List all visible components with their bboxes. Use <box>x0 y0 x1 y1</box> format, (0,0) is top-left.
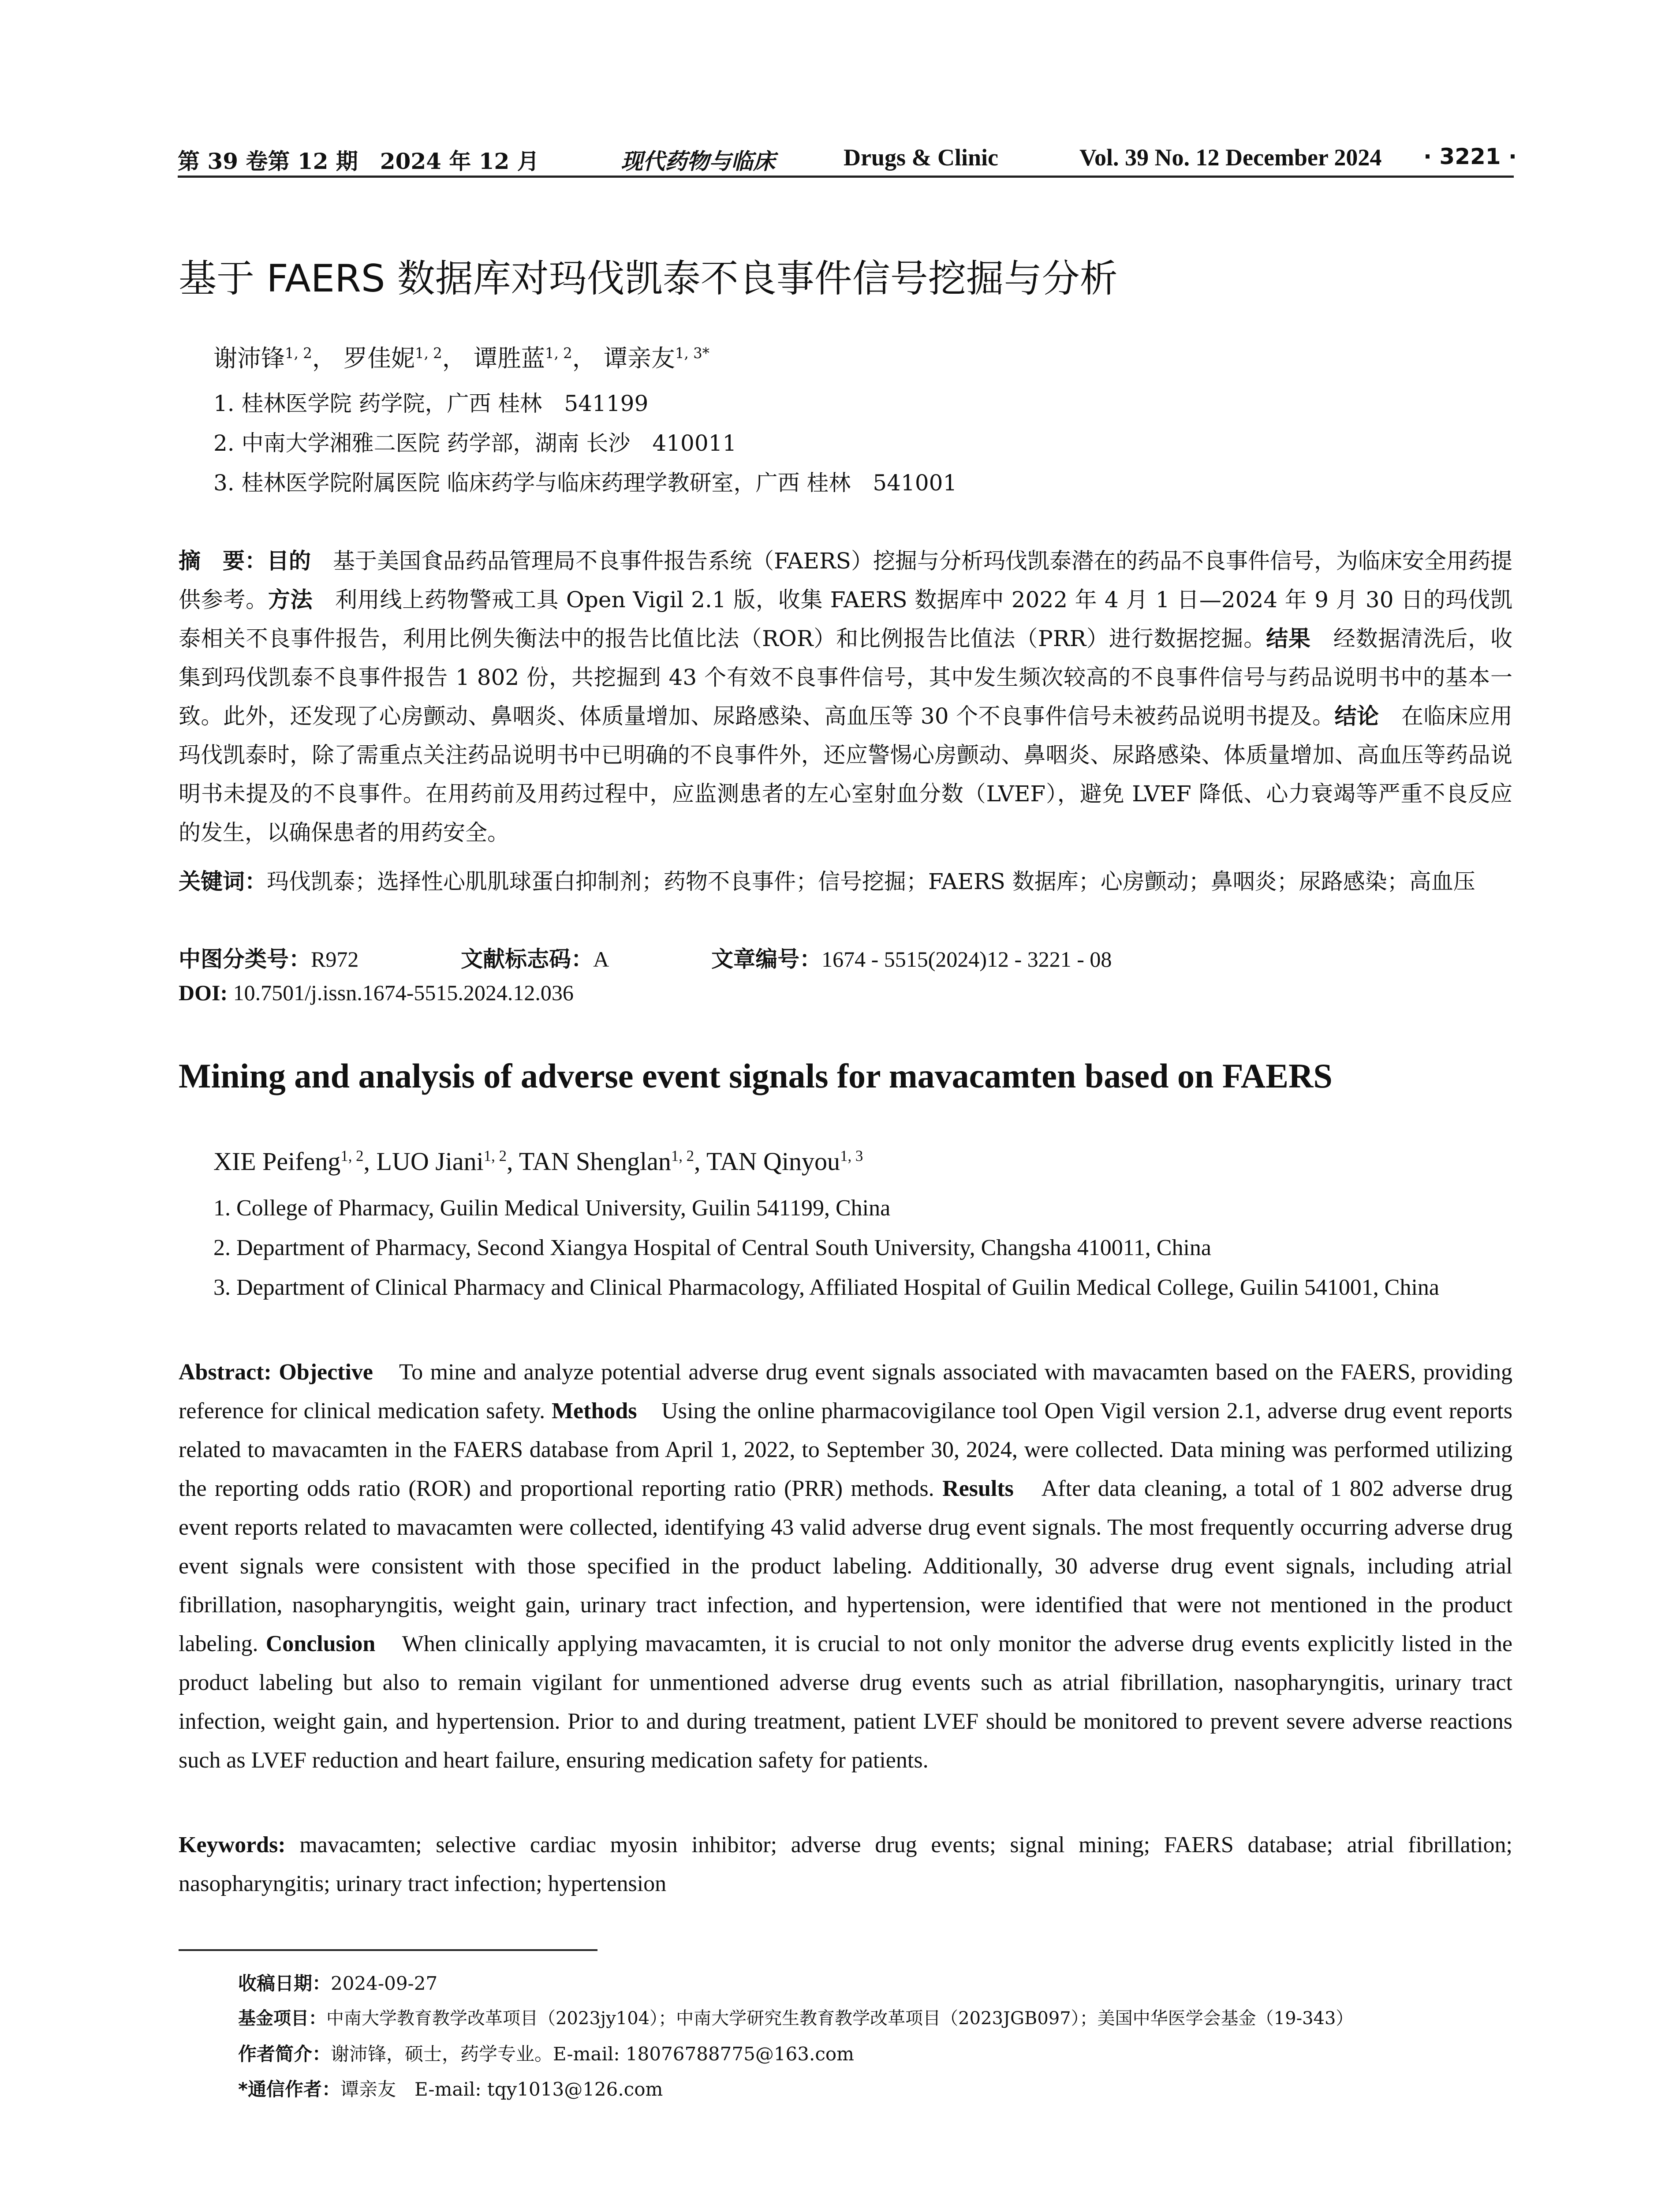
received-label: 收稿日期： <box>238 1973 331 1994</box>
affiliation-cn: 2. 中南大学湘雅二医院 药学部，湖南 长沙 410011 <box>213 430 737 456</box>
author-name: LUO Jiani <box>376 1147 484 1176</box>
author-info-label: 作者简介： <box>238 2043 331 2065</box>
author-info-value: 谢沛锋，硕士，药学专业。E-mail: 18076788775@163.com <box>331 2043 854 2065</box>
abstract-cn <box>179 542 1512 852</box>
doi-line <box>179 980 574 1005</box>
author-affiliation-mark: 1, 2 <box>414 345 442 362</box>
affiliation-en: 2. Department of Pharmacy, Second Xiangya Hospital of Central South University, Changsha 410011, China <box>213 1235 1212 1260</box>
authors-en: XIE Peifeng$^{1, 2}$, LUO Jiani$^{1, 2}$, TAN Shenglan$^{1, 2}$, TAN Qinyou$^{1, 3}$ <box>213 1147 863 1176</box>
title-en: Mining and analysis of adverse event signals for mavacamten based on FAERS <box>179 1057 1333 1095</box>
methods-label: 方法 <box>268 587 313 613</box>
author-name: 谭胜蓝 <box>473 344 545 372</box>
objective-text: 基于美国食品药品管理局不良事件报告系统（FAERS）挖掘与分析玛伐凯泰潜在的药品不良事件信号，为临床安全用药提供参考。 <box>179 548 1513 613</box>
abstract-en <box>179 1353 1512 1780</box>
keywords-text: 玛伐凯泰；选择性心肌肌球蛋白抑制剂；药物不良事件；信号挖掘；FAERS 数据库；心房颤动；鼻咽炎；尿路感染；高血压 <box>267 869 1475 894</box>
doi-label: DOI: <box>179 980 228 1005</box>
objective-text: To mine and analyze potential adverse drug event signals associated with mavacamten based on the FAERS, providing reference for clinical medication safety. <box>179 1360 1513 1424</box>
author-name: XIE Peifeng <box>213 1147 341 1176</box>
author-affiliation-mark: 1, 3 <box>840 1147 863 1165</box>
fund-label: 基金项目： <box>238 2008 326 2029</box>
journal-name-en: Drugs & Clinic <box>844 144 998 171</box>
article-no-label: 文章编号： <box>711 946 822 972</box>
keywords-en <box>179 1826 1512 1903</box>
doc-code-label: 文献标志码： <box>461 946 594 972</box>
footnote-received <box>238 1969 437 1996</box>
fund-value: 中南大学教育教学改革项目（2023jy104）；中南大学研究生教育教学改革项目（2023JGB097）；美国中华医学会基金（19-343） <box>326 2008 1354 2029</box>
doi-value[interactable]: 10.7501/j.issn.1674-5515.2024.12.036 <box>233 980 574 1005</box>
footnote-fund <box>238 2004 1353 2029</box>
page-number: · 3221 · <box>1423 144 1517 169</box>
affiliation-cn: 3. 桂林医学院附属医院 临床药学与临床药理学教研室，广西 桂林 541001 <box>213 470 957 496</box>
classification-line <box>179 942 1112 973</box>
title-cn: 基于 FAERS 数据库对玛伐凯泰不良事件信号挖掘与分析 <box>179 257 1118 301</box>
keywords-cn <box>179 862 1512 901</box>
running-header <box>178 140 1517 178</box>
issue-en: Vol. 39 No. 12 December 2024 <box>1079 144 1382 171</box>
issue-cn: 第 39 卷第 12 期 2024 年 12 月 <box>178 148 539 174</box>
objective-label: 目的 <box>267 548 311 574</box>
footnote-author <box>238 2040 854 2066</box>
affiliation-en: 3. Department of Clinical Pharmacy and Clinical Pharmacology, Affiliated Hospital of Guilin Medical College, Guilin 541001, China <box>213 1275 1439 1300</box>
author-affiliation-mark: 1, 2 <box>483 1147 507 1165</box>
conclusion-text: 在临床应用玛伐凯泰时，除了需重点关注药品说明书中已明确的不良事件外，还应警惕心房颤动、鼻咽炎、尿路感染、体质量增加、高血压等药品说明书未提及的不良事件。在用药前及用药过程中，应监测患者的左心室射血分数（LVEF），避免 LVEF 降低、心力衰竭等严重不良反应的发生，以确保患者的用药安全。 <box>179 703 1513 845</box>
clc-value: R972 <box>311 947 359 972</box>
methods-text: 利用线上药物警戒工具 Open Vigil 2.1 版，收集 FAERS 数据库中 2022 年 4 月 1 日—2024 年 9 月 30 日的玛伐凯泰相关不良事件报告，利用比例失衡法中的报告比值比法（ROR）和比例报告比值法（PRR）进行数据挖掘。 <box>179 587 1513 651</box>
clc-label: 中图分类号： <box>179 946 311 972</box>
keywords-label: 关键词： <box>179 869 267 894</box>
methods-text: Using the online pharmacovigilance tool Open Vigil version 2.1, adverse drug event reports related to mavacamten in the FAERS database from April 1, 2022, to September 30, 2024, were collected. Data mining was performed utilizing the reporting odds ratio (ROR) and proportional reporting ratio (PRR) methods. <box>179 1398 1512 1501</box>
keywords-label: Keywords: <box>179 1832 300 1857</box>
results-label: Results <box>942 1476 1014 1501</box>
author-name: TAN Shenglan <box>519 1147 671 1176</box>
results-text: 经数据清洗后，收集到玛伐凯泰不良事件报告 1 802 份，共挖掘到 43 个有效不良事件信号，其中发生频次较高的不良事件信号与药品说明书中的基本一致。此外，还发现了心房颤动、鼻咽炎、体质量增加、尿路感染、高血压等 30 个不良事件信号未被药品说明书提及。 <box>179 626 1513 729</box>
author-affiliation-mark: 1, 2 <box>285 345 312 362</box>
author-name: 谭亲友 <box>603 344 675 372</box>
author-name: 罗佳妮 <box>343 344 415 372</box>
author-affiliation-mark: 1, 2 <box>340 1147 364 1165</box>
author-name: TAN Qinyou <box>706 1147 840 1176</box>
methods-label: Methods <box>551 1398 637 1424</box>
abstract-label: Abstract: <box>179 1360 279 1385</box>
conclusion-label: Conclusion <box>265 1631 376 1656</box>
author-affiliation-mark: 1, 3* <box>675 345 709 362</box>
article-no-value: 1674 - 5515(2024)12 - 3221 - 08 <box>821 947 1112 972</box>
corresponding-value: 谭亲友 E-mail: tqy1013@126.com <box>340 2078 663 2100</box>
journal-name-cn: 现代药物与临床 <box>621 148 775 174</box>
footnote-corresponding <box>238 2075 663 2101</box>
corresponding-label: *通信作者： <box>238 2078 340 2100</box>
authors-cn: 谢沛锋$^{1, 2}$， 罗佳妮$^{1, 2}$， 谭胜蓝$^{1, 2}$， 谭亲友$^{1, 3*}$ <box>213 344 709 372</box>
received-value: 2024-09-27 <box>331 1973 438 1994</box>
conclusion-label: 结论 <box>1334 703 1379 729</box>
author-affiliation-mark: 1, 2 <box>545 345 572 362</box>
results-label: 结果 <box>1266 626 1311 651</box>
affiliation-en: 1. College of Pharmacy, Guilin Medical University, Guilin 541199, China <box>213 1196 891 1221</box>
objective-label: Objective <box>279 1360 373 1385</box>
affiliation-cn: 1. 桂林医学院 药学院，广西 桂林 541199 <box>213 391 649 416</box>
results-text: After data cleaning, a total of 1 802 adverse drug event reports related to mavacamten were collected, identifying 43 valid adverse drug event signals. The most frequently occurring adverse drug event signals were consistent with those specified in the product labeling. Additionally, 30 adverse drug event signals, including atrial fibrillation, nasopharyngitis, weight gain, urinary tract infection, and hypertension, were identified that were not mentioned in the product labeling. <box>179 1476 1512 1656</box>
doc-code-value: A <box>593 947 609 972</box>
footnote-divider <box>179 1949 597 1951</box>
author-affiliation-mark: 1, 2 <box>671 1147 694 1165</box>
author-name: 谢沛锋 <box>213 344 285 372</box>
keywords-text: mavacamten; selective cardiac myosin inhibitor; adverse drug events; signal mining; FAERS database; atrial fibrillation; nasopharyngitis; urinary tract infection; hypertension <box>179 1832 1512 1896</box>
abstract-label: 摘 要： <box>179 548 267 574</box>
conclusion-text: When clinically applying mavacamten, it is crucial to not only monitor the adverse drug events explicitly listed in the product labeling but also to remain vigilant for unmentioned adverse drug events such as atrial fibrillation, nasopharyngitis, urinary tract infection, weight gain, and hypertension. Prior to and during treatment, patient LVEF should be monitored to prevent severe adverse reactions such as LVEF reduction and heart failure, ensuring medication safety for patients. <box>179 1631 1512 1773</box>
